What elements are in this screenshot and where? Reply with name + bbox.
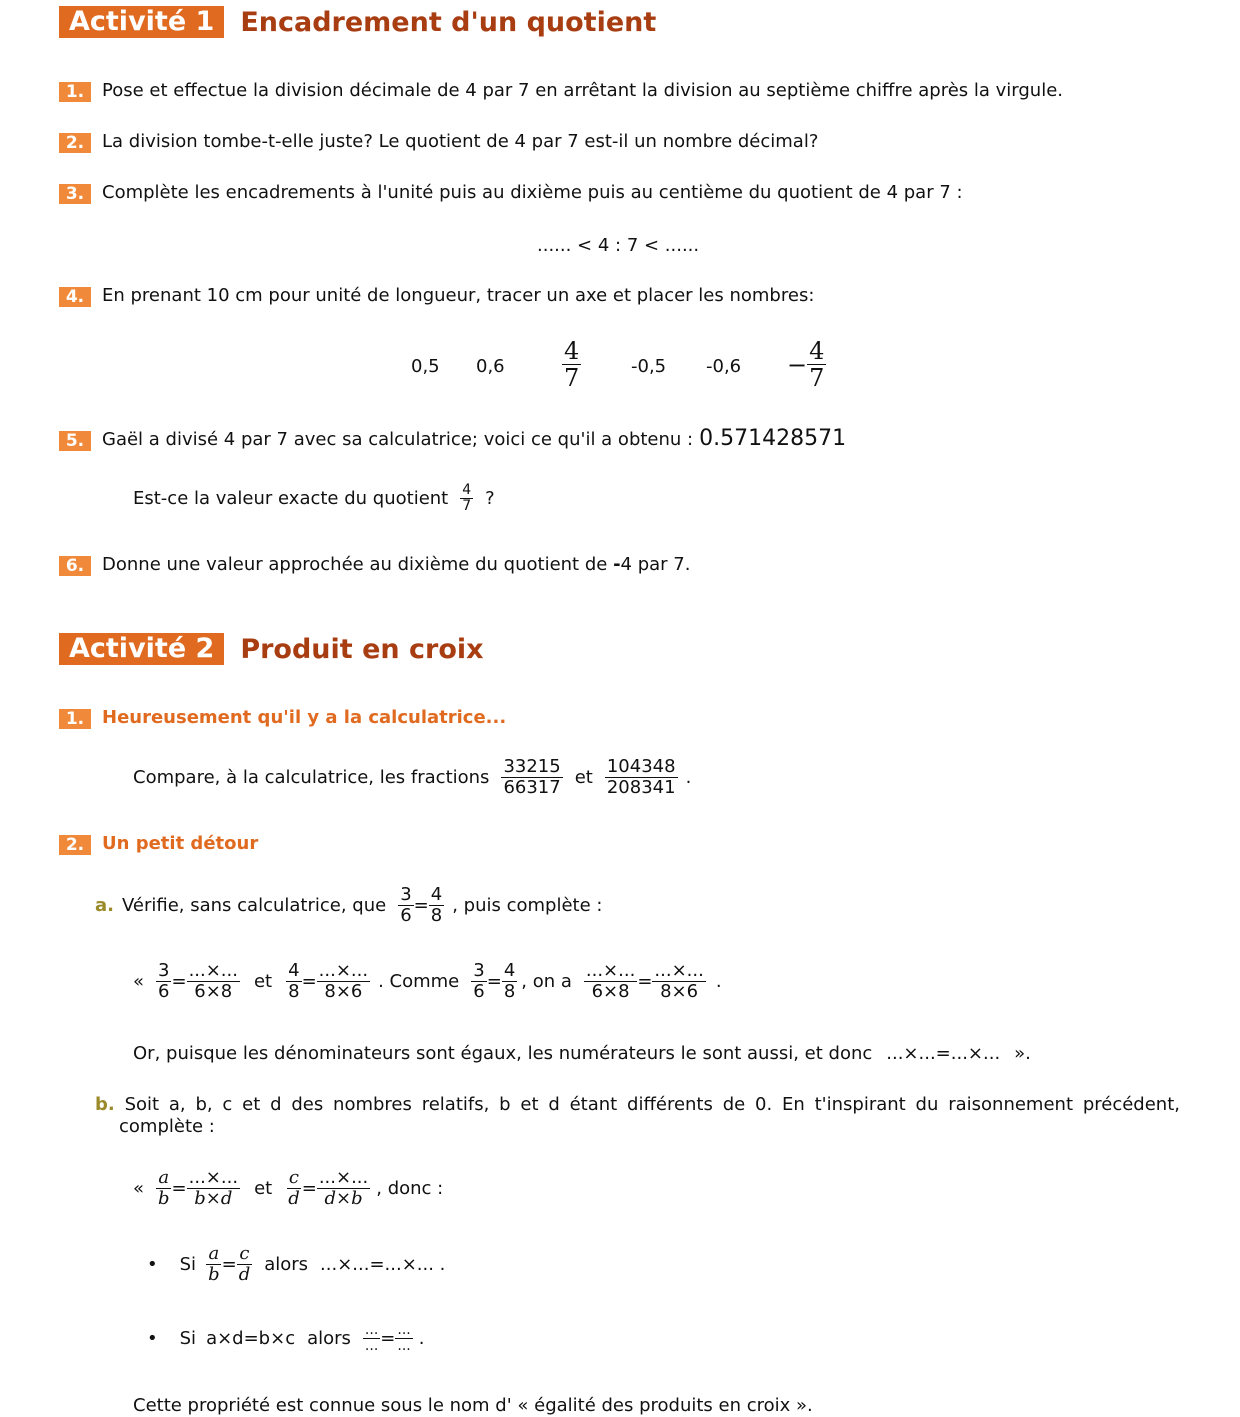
a-conclusion: Or, puisque les dénominateurs sont égaux, les numérateurs le sont aussi, et donc ...×...=...×... ». (133, 1043, 1031, 1064)
b-statement-line2: complète : (119, 1116, 215, 1137)
q5-text: Gaël a divisé 4 par 7 avec sa calculatrice; voici ce qu'il a obtenu : (102, 429, 694, 450)
q5-fraction: $\frac{4}{7}$ (462, 482, 472, 515)
activity2-title: Produit en croix (240, 633, 484, 665)
p1-fraction-1: $\frac{33215}{66317}$ (503, 756, 561, 798)
q2-text: La division tombe-t-elle juste? Le quotient de 4 par 7 est-il un nombre décimal? (102, 131, 819, 152)
q5-calculator-result: 0.571428571 (699, 426, 847, 451)
activity2-header (59, 632, 484, 666)
a-completion-line: « $\frac{3}{6}$ = $\frac{...\times...}{6\times 8}$ et $\frac{4}{8}$ = $\frac{...\times...}{8\times 6}$ . Comme $\frac{3}{6}$ = $\frac{4}{8}$ , on a $\frac{...\times...}{6\times 8}$ = $\frac{...\times...}{8\times 6}$ . (133, 960, 722, 1002)
p2-badge: 2. (59, 835, 91, 855)
q5-follow: Est-ce la valeur exacte du quotient $\frac{4}{7}$ ? (133, 482, 495, 515)
q5-line (102, 426, 846, 451)
q1-badge: 1. (59, 82, 91, 102)
p1-title: Heureusement qu'il y a la calculatrice... (102, 707, 507, 728)
q3-inequality: ...... < 4 : 7 < ...... (537, 235, 700, 256)
q3-text: Complète les encadrements à l'unité puis au dixième puis au centième du quotient de 4 par 7 : (102, 182, 963, 203)
activity1-header (59, 5, 656, 39)
b-letter: b. (95, 1094, 115, 1115)
activity2-label: Activité 2 (59, 633, 224, 665)
p1-badge: 1. (59, 709, 91, 729)
activity1-label: Activité 1 (59, 6, 224, 38)
p1-fraction-2: $\frac{104348}{208341}$ (606, 756, 676, 798)
a-letter: a. (95, 894, 114, 916)
activity1-title: Encadrement d'un quotient (240, 6, 657, 38)
q6-badge: 6. (59, 556, 91, 576)
q2-badge: 2. (59, 133, 91, 153)
q4-badge: 4. (59, 287, 91, 307)
q4-number-3: -0,5 (631, 356, 667, 377)
q4-fraction: $\frac{4}{7}$ (564, 337, 580, 393)
b-bullet-1: • Si $\frac{a}{b}$ = $\frac{c}{d}$ alors ...×...=...×... . (147, 1243, 446, 1285)
p1-compare: Compare, à la calculatrice, les fractions $\frac{33215}{66317}$ et $\frac{104348}{208341}$ . (133, 756, 692, 798)
b-statement-line1: b. Soit a, b, c et d des nombres relatifs, b et d étant différents de 0. En t'inspirant du raisonnement précédent, (95, 1094, 1180, 1115)
a-statement: a. Vérifie, sans calculatrice, que $\frac{3}{6}$ = $\frac{4}{8}$ , puis complète : (95, 884, 603, 926)
q3-badge: 3. (59, 184, 91, 204)
q4-number-4: -0,6 (706, 356, 742, 377)
q5-badge: 5. (59, 431, 91, 451)
q1-text: Pose et effectue la division décimale de 4 par 7 en arrêtant la division au septième chiffre après la virgule. (102, 80, 1064, 101)
q4-number-2: 0,6 (476, 356, 505, 377)
q4-text: En prenant 10 cm pour unité de longueur, tracer un axe et placer les nombres: (102, 285, 815, 306)
b-bullet-2: • Si a×d=b×c alors $\frac{...}{...}$ = $\frac{...}{...}$ . (147, 1322, 425, 1355)
p2-title: Un petit détour (102, 833, 259, 854)
q4-number-1: 0,5 (411, 356, 440, 377)
b-final-statement: Cette propriété est connue sous le nom d' « égalité des produits en croix ». (133, 1395, 813, 1416)
q6-text: Donne une valeur approchée au dixième du quotient de -4 par 7. (102, 554, 691, 575)
b-completion-line: « $\frac{a}{b}$ = $\frac{...\times...}{b\times d}$ et $\frac{c}{d}$ = $\frac{...\times...}{d\times b}$ , donc : (133, 1167, 444, 1209)
q4-negative-fraction: − $\frac{4}{7}$ (787, 337, 825, 393)
